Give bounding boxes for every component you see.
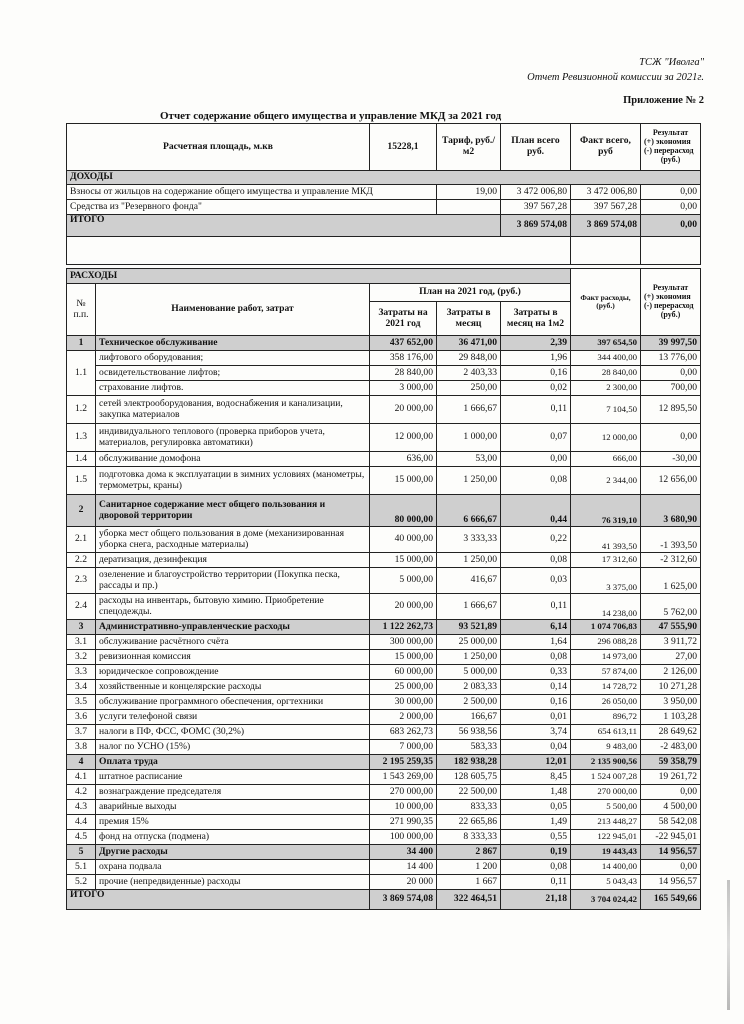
item-fact: 12 000,00 — [571, 424, 641, 452]
item-number: 4.3 — [67, 800, 96, 815]
group-fact: 76 319,10 — [571, 495, 641, 527]
group-row — [67, 336, 701, 351]
group-row — [67, 495, 701, 527]
table-row — [67, 800, 701, 815]
item-year: 5 000,00 — [370, 568, 437, 594]
group-m2: 0,44 — [501, 495, 571, 527]
group-name: Другие расходы — [96, 845, 370, 860]
item-number: 3.2 — [67, 650, 96, 665]
table-row — [67, 830, 701, 845]
item-number: 3.7 — [67, 725, 96, 740]
item-result: 2 126,00 — [641, 665, 701, 680]
table-row — [67, 396, 701, 424]
item-month: 3 333,33 — [437, 527, 501, 553]
item-number: 2.3 — [67, 568, 96, 594]
area-label: Расчетная площадь, м.кв — [67, 124, 370, 171]
item-result: 12 895,50 — [641, 396, 701, 424]
item-fact: 654 613,11 — [571, 725, 641, 740]
item-year: 30 000,00 — [370, 695, 437, 710]
item-number: 3.1 — [67, 635, 96, 650]
table-row: Взносы от жильцов на содержание общего имущества и управление МКД 19,00 3 472 006,80 3 472 006,80 0,00 — [67, 185, 701, 200]
item-year: 25 000,00 — [370, 680, 437, 695]
item-year: 300 000,00 — [370, 635, 437, 650]
item-m2: 0,01 — [501, 710, 571, 725]
item-name: услуги телефоной связи — [96, 710, 370, 725]
plan-group-header: План на 2021 год, (руб.) — [370, 284, 571, 302]
table-row — [67, 725, 701, 740]
item-name: премия 15% — [96, 815, 370, 830]
item-m2: 0,08 — [501, 553, 571, 568]
item-result: 700,00 — [641, 381, 701, 396]
expense-section-title: РАСХОДЫ — [67, 269, 571, 284]
result-header: Результат (+) экономия (-) перерасход (руб.) — [641, 124, 701, 171]
m2-cost-header: Затраты в месяц на 1м2 — [501, 302, 571, 336]
table-row — [67, 785, 701, 800]
table-row — [67, 650, 701, 665]
group-m2: 12,01 — [501, 755, 571, 770]
item-fact: 3 375,00 — [571, 568, 641, 594]
item-fact: 896,72 — [571, 710, 641, 725]
item-name: освидетельствование лифтов; — [96, 366, 370, 381]
group-number: 3 — [67, 620, 96, 635]
item-fact: 28 840,00 — [571, 366, 641, 381]
income-name: Взносы от жильцов на содержание общего имущества и управление МКД — [67, 185, 437, 200]
group-year: 80 000,00 — [370, 495, 437, 527]
group-month: 2 867 — [437, 845, 501, 860]
item-year: 20 000,00 — [370, 594, 437, 620]
item-month: 2 500,00 — [437, 695, 501, 710]
table-row — [67, 875, 701, 890]
scan-edge-mark — [727, 880, 730, 1010]
item-m2: 3,74 — [501, 725, 571, 740]
work-name-header: Наименование работ, затрат — [96, 284, 370, 336]
item-name: страхование лифтов. — [96, 381, 370, 396]
table-row — [67, 860, 701, 875]
group-result: 3 680,90 — [641, 495, 701, 527]
item-result: 1 103,28 — [641, 710, 701, 725]
item-name: штатное расписание — [96, 770, 370, 785]
fact-expense-header: Факт расходы, (руб.) — [580, 292, 631, 310]
item-fact: 14 238,00 — [571, 594, 641, 620]
table-row — [67, 527, 701, 553]
group-result: 59 358,79 — [641, 755, 701, 770]
income-name: Средства из "Резервного фонда" — [67, 200, 437, 215]
item-number: 3.6 — [67, 710, 96, 725]
table-row: Средства из "Резервного фонда" 397 567,28 397 567,28 0,00 — [67, 200, 701, 215]
group-number: 5 — [67, 845, 96, 860]
item-fact: 296 088,28 — [571, 635, 641, 650]
item-name: аварийные выходы — [96, 800, 370, 815]
item-year: 100 000,00 — [370, 830, 437, 845]
item-m2: 0,00 — [501, 452, 571, 467]
item-number: 2.2 — [67, 553, 96, 568]
item-result: 19 261,72 — [641, 770, 701, 785]
item-name: лифтового оборудования; — [96, 351, 370, 366]
item-name: сетей электрооборудования, водоснабжения и канализации, закупка материалов — [96, 396, 370, 424]
item-month: 1 666,67 — [437, 396, 501, 424]
item-m2: 1,96 — [501, 351, 571, 366]
item-name: индивидуального теплового (проверка приборов учета, материалов, регулировка автоматики) — [96, 424, 370, 452]
item-fact: 5 500,00 — [571, 800, 641, 815]
expense-total-label: ИТОГО — [67, 890, 370, 910]
item-number: 4.4 — [67, 815, 96, 830]
item-month: 1 250,00 — [437, 650, 501, 665]
item-year: 270 000,00 — [370, 785, 437, 800]
item-fact: 7 104,50 — [571, 396, 641, 424]
month-cost-header: Затраты в месяц — [437, 302, 501, 336]
item-fact: 41 393,50 — [571, 527, 641, 553]
group-fact: 397 654,50 — [571, 336, 641, 351]
item-result: 1 625,00 — [641, 568, 701, 594]
item-month: 22 500,00 — [437, 785, 501, 800]
table-row — [67, 366, 701, 381]
report-note: Отчет Ревизионной комиссии за 2021г. — [527, 72, 704, 83]
item-number: 5.1 — [67, 860, 96, 875]
item-month: 166,67 — [437, 710, 501, 725]
item-month: 5 000,00 — [437, 665, 501, 680]
item-year: 3 000,00 — [370, 381, 437, 396]
item-number: 1.1 — [67, 351, 96, 396]
item-m2: 0,05 — [501, 800, 571, 815]
area-value: 15228,1 — [370, 124, 437, 171]
group-name: Техническое обслуживание — [96, 336, 370, 351]
group-number: 4 — [67, 755, 96, 770]
expense-total-row — [67, 890, 701, 910]
plan-header: План всего руб. — [501, 124, 571, 171]
table-row — [67, 815, 701, 830]
item-year: 12 000,00 — [370, 424, 437, 452]
item-fact: 122 945,01 — [571, 830, 641, 845]
item-year: 683 262,73 — [370, 725, 437, 740]
item-fact: 17 312,60 — [571, 553, 641, 568]
item-year: 10 000,00 — [370, 800, 437, 815]
group-number: 2 — [67, 495, 96, 527]
item-fact: 2 344,00 — [571, 467, 641, 495]
item-month: 128 605,75 — [437, 770, 501, 785]
item-name: прочие (непредвиденные) расходы — [96, 875, 370, 890]
group-fact: 19 443,43 — [571, 845, 641, 860]
table-row — [67, 710, 701, 725]
item-month: 833,33 — [437, 800, 501, 815]
document-title: Отчет содержание общего имущества и управление МКД за 2021 год — [160, 110, 502, 122]
item-result: 3 911,72 — [641, 635, 701, 650]
tariff-header: Тариф, руб./м2 — [437, 124, 501, 171]
item-m2: 0,04 — [501, 740, 571, 755]
item-m2: 0,11 — [501, 594, 571, 620]
organization-name: ТСЖ "Иволга" — [639, 57, 704, 68]
table-row — [67, 695, 701, 710]
item-fact: 14 973,00 — [571, 650, 641, 665]
item-m2: 0,55 — [501, 830, 571, 845]
item-m2: 1,64 — [501, 635, 571, 650]
item-month: 250,00 — [437, 381, 501, 396]
item-month: 1 667 — [437, 875, 501, 890]
item-year: 40 000,00 — [370, 527, 437, 553]
item-result: -30,00 — [641, 452, 701, 467]
table-row — [67, 770, 701, 785]
item-name: вознаграждение председателя — [96, 785, 370, 800]
group-result: 14 956,57 — [641, 845, 701, 860]
item-result: -2 483,00 — [641, 740, 701, 755]
group-name: Оплата труда — [96, 755, 370, 770]
item-m2: 0,16 — [501, 695, 571, 710]
group-result: 39 997,50 — [641, 336, 701, 351]
group-fact: 2 135 900,56 — [571, 755, 641, 770]
income-total-row: ИТОГО 3 869 574,08 3 869 574,08 0,00 — [67, 215, 701, 237]
table-row — [67, 635, 701, 650]
item-name: ревизионная комиссия — [96, 650, 370, 665]
item-month: 416,67 — [437, 568, 501, 594]
item-number: 3.3 — [67, 665, 96, 680]
item-fact: 270 000,00 — [571, 785, 641, 800]
item-year: 14 400 — [370, 860, 437, 875]
item-name: фонд на отпуска (подмена) — [96, 830, 370, 845]
item-m2: 0,02 — [501, 381, 571, 396]
item-fact: 26 050,00 — [571, 695, 641, 710]
item-m2: 0,33 — [501, 665, 571, 680]
item-m2: 0,14 — [501, 680, 571, 695]
item-year: 20 000,00 — [370, 396, 437, 424]
item-month: 56 938,56 — [437, 725, 501, 740]
item-fact: 213 448,27 — [571, 815, 641, 830]
table-row — [67, 452, 701, 467]
item-year: 358 176,00 — [370, 351, 437, 366]
item-result: 4 500,00 — [641, 800, 701, 815]
item-month: 22 665,86 — [437, 815, 501, 830]
group-year: 2 195 259,35 — [370, 755, 437, 770]
item-month: 1 000,00 — [437, 424, 501, 452]
item-name: уборка мест общего пользования в доме (механизированная уборка снега, расходные материалы) — [96, 527, 370, 553]
item-m2: 0,07 — [501, 424, 571, 452]
item-number: 2.4 — [67, 594, 96, 620]
item-fact: 344 400,00 — [571, 351, 641, 366]
item-month: 1 250,00 — [437, 553, 501, 568]
total-month: 322 464,51 — [437, 890, 501, 910]
item-name: налог по УСНО (15%) — [96, 740, 370, 755]
item-name: расходы на инвентарь, бытовую химию. Приобретение спецодежды. — [96, 594, 370, 620]
item-year: 15 000,00 — [370, 467, 437, 495]
group-name: Административно-управленческие расходы — [96, 620, 370, 635]
item-m2: 0,22 — [501, 527, 571, 553]
item-number: 5.2 — [67, 875, 96, 890]
item-result: 12 656,00 — [641, 467, 701, 495]
item-fact: 14 400,00 — [571, 860, 641, 875]
item-fact: 9 483,00 — [571, 740, 641, 755]
item-name: обслуживание домофона — [96, 452, 370, 467]
group-year: 437 652,00 — [370, 336, 437, 351]
item-fact: 1 524 007,28 — [571, 770, 641, 785]
item-fact: 57 874,00 — [571, 665, 641, 680]
item-m2: 0,11 — [501, 396, 571, 424]
item-number: 3.5 — [67, 695, 96, 710]
total-year: 3 869 574,08 — [370, 890, 437, 910]
group-row — [67, 755, 701, 770]
item-fact: 2 300,00 — [571, 381, 641, 396]
item-month: 583,33 — [437, 740, 501, 755]
item-m2: 1,48 — [501, 785, 571, 800]
expense-result-header: Результат (+) экономия (-) перерасход (руб.) — [641, 269, 701, 336]
item-month: 1 250,00 — [437, 467, 501, 495]
item-name: подготовка дома к эксплуатации в зимних условиях (манометры, термометры, краны) — [96, 467, 370, 495]
item-month: 8 333,33 — [437, 830, 501, 845]
group-m2: 6,14 — [501, 620, 571, 635]
item-result: 0,00 — [641, 366, 701, 381]
item-result: 0,00 — [641, 860, 701, 875]
income-section-title: ДОХОДЫ — [67, 171, 701, 185]
item-number: 4.1 — [67, 770, 96, 785]
total-m2: 21,18 — [501, 890, 571, 910]
item-year: 2 000,00 — [370, 710, 437, 725]
group-fact: 1 074 706,83 — [571, 620, 641, 635]
item-number: 1.5 — [67, 467, 96, 495]
item-month: 1 666,67 — [437, 594, 501, 620]
group-row — [67, 620, 701, 635]
group-m2: 0,19 — [501, 845, 571, 860]
table-row — [67, 351, 701, 366]
item-month: 25 000,00 — [437, 635, 501, 650]
item-month: 2 083,33 — [437, 680, 501, 695]
item-result: -2 312,60 — [641, 553, 701, 568]
item-number: 1.4 — [67, 452, 96, 467]
group-result: 47 555,90 — [641, 620, 701, 635]
item-name: налоги в ПФ, ФСС, ФОМС (30,2%) — [96, 725, 370, 740]
item-m2: 1,49 — [501, 815, 571, 830]
table-row — [67, 680, 701, 695]
item-number: 4.2 — [67, 785, 96, 800]
item-result: 27,00 — [641, 650, 701, 665]
group-number: 1 — [67, 336, 96, 351]
item-result: 10 271,28 — [641, 680, 701, 695]
item-result: 5 762,00 — [641, 594, 701, 620]
group-m2: 2,39 — [501, 336, 571, 351]
total-result: 165 549,66 — [641, 890, 701, 910]
item-year: 28 840,00 — [370, 366, 437, 381]
table-row — [67, 568, 701, 594]
item-name: охрана подвала — [96, 860, 370, 875]
appendix-label: Приложение № 2 — [623, 95, 704, 106]
group-row — [67, 845, 701, 860]
item-year: 636,00 — [370, 452, 437, 467]
item-result: 3 950,00 — [641, 695, 701, 710]
item-month: 2 403,33 — [437, 366, 501, 381]
item-name: обслуживание расчётного счёта — [96, 635, 370, 650]
item-year: 7 000,00 — [370, 740, 437, 755]
item-name: юридическое сопровождение — [96, 665, 370, 680]
item-number: 3.8 — [67, 740, 96, 755]
item-name: дератизация, дезинфекция — [96, 553, 370, 568]
item-result: 0,00 — [641, 424, 701, 452]
group-month: 182 938,28 — [437, 755, 501, 770]
item-result: 13 776,00 — [641, 351, 701, 366]
total-fact: 3 704 024,42 — [571, 890, 641, 910]
item-number: 4.5 — [67, 830, 96, 845]
group-month: 93 521,89 — [437, 620, 501, 635]
item-fact: 14 728,72 — [571, 680, 641, 695]
item-name: обслуживание программного обеспечения, оргтехники — [96, 695, 370, 710]
income-table — [66, 123, 701, 265]
item-year: 15 000,00 — [370, 553, 437, 568]
item-result: 28 649,62 — [641, 725, 701, 740]
item-result: -1 393,50 — [641, 527, 701, 553]
item-m2: 8,45 — [501, 770, 571, 785]
group-month: 36 471,00 — [437, 336, 501, 351]
item-year: 1 543 269,00 — [370, 770, 437, 785]
item-fact: 5 043,43 — [571, 875, 641, 890]
item-m2: 0,08 — [501, 860, 571, 875]
item-month: 1 200 — [437, 860, 501, 875]
item-number: 3.4 — [67, 680, 96, 695]
item-m2: 0,11 — [501, 875, 571, 890]
item-month: 29 848,00 — [437, 351, 501, 366]
item-number: 2.1 — [67, 527, 96, 553]
table-row — [67, 381, 701, 396]
item-month: 53,00 — [437, 452, 501, 467]
item-result: 58 542,08 — [641, 815, 701, 830]
table-row — [67, 553, 701, 568]
item-fact: 666,00 — [571, 452, 641, 467]
item-number: 1.3 — [67, 424, 96, 452]
item-result: -22 945,01 — [641, 830, 701, 845]
item-m2: 0,16 — [501, 366, 571, 381]
group-month: 6 666,67 — [437, 495, 501, 527]
item-year: 271 990,35 — [370, 815, 437, 830]
table-row — [67, 467, 701, 495]
item-number: 1.2 — [67, 396, 96, 424]
item-m2: 0,03 — [501, 568, 571, 594]
item-year: 20 000 — [370, 875, 437, 890]
item-m2: 0,08 — [501, 467, 571, 495]
fact-header: Факт всего, руб — [571, 124, 641, 171]
table-row — [67, 665, 701, 680]
group-year: 1 122 262,73 — [370, 620, 437, 635]
item-result: 14 956,57 — [641, 875, 701, 890]
item-name: хозяйственные и концелярские расходы — [96, 680, 370, 695]
item-m2: 0,08 — [501, 650, 571, 665]
table-row — [67, 594, 701, 620]
number-header: № п.п. — [67, 284, 96, 336]
item-result: 0,00 — [641, 785, 701, 800]
item-year: 60 000,00 — [370, 665, 437, 680]
item-name: озеленение и благоустройство территории (Покупка песка, рассады и пр.) — [96, 568, 370, 594]
group-name: Санитарное содержание мест общего пользования и дворовой территории — [96, 495, 370, 527]
table-row — [67, 424, 701, 452]
group-year: 34 400 — [370, 845, 437, 860]
year-cost-header: Затраты на 2021 год — [370, 302, 437, 336]
expense-table — [66, 268, 701, 910]
table-row — [67, 740, 701, 755]
item-year: 15 000,00 — [370, 650, 437, 665]
